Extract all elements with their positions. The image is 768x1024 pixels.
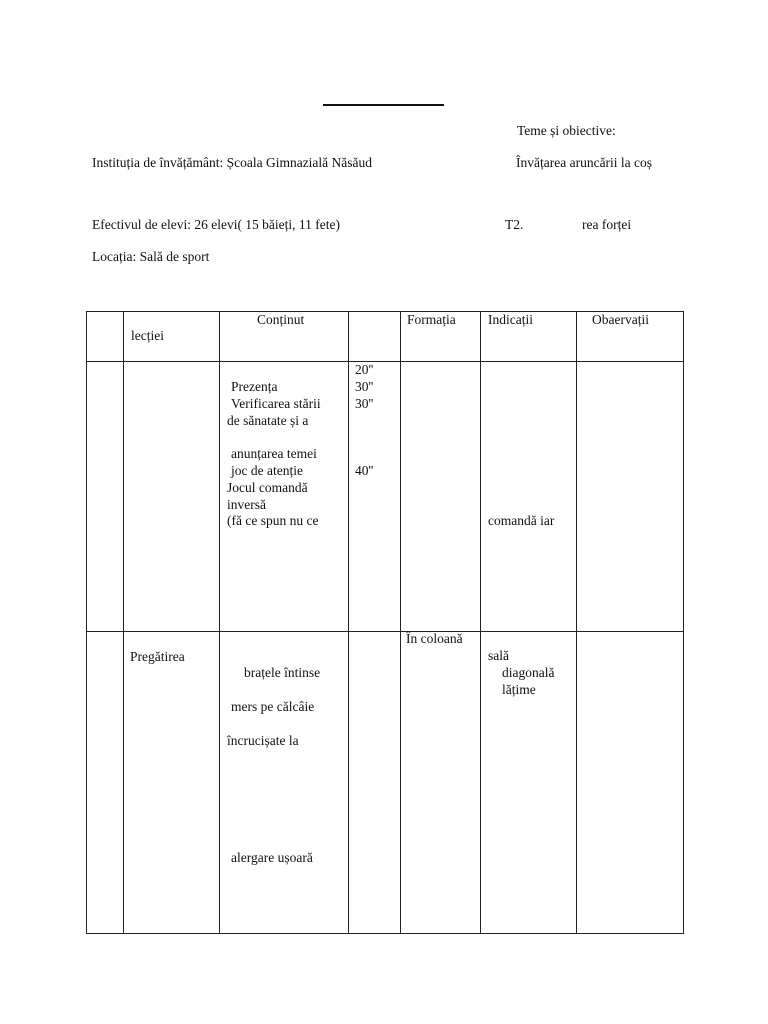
table-border-left (86, 311, 87, 934)
row2-indicatii (488, 648, 554, 698)
table-col-divider (576, 311, 577, 934)
table-row-divider (86, 361, 684, 362)
row2-continut-item: brațele întinse (244, 665, 321, 680)
table-row-divider (86, 631, 684, 632)
header-cell-continut: Conținut (257, 312, 305, 327)
table-col-divider (219, 311, 220, 934)
indicatii-line: sală (488, 648, 509, 663)
continut-line: (fă ce spun nu ce (227, 513, 319, 529)
row2-formatia: În coloană (406, 631, 463, 646)
time-value-joc: 40'' (355, 463, 374, 478)
table-border-right (683, 311, 684, 934)
table-col-divider (400, 311, 401, 934)
institutia-line: Instituția de învățământ: Școala Gimnazială Năsăud (92, 155, 373, 170)
row2-continut-item: mers pe călcâie (231, 699, 315, 714)
row1-indicatii: comandă iar (488, 513, 555, 528)
locatia-line: Locația: Sală de sport (92, 249, 210, 264)
table-border-bottom (86, 933, 684, 934)
header-cell-obaervatii: Obaervații (592, 312, 649, 327)
row1-times (355, 362, 373, 412)
time-value: 20'' (355, 362, 374, 377)
header-cell-indicatii: Indicații (488, 312, 533, 327)
indicatii-line: diagonală (502, 664, 555, 680)
header-cell-lectiei: lecției (131, 328, 164, 343)
row1-continut (227, 379, 321, 530)
continut-line: Prezența (231, 379, 278, 394)
continut-line (227, 429, 321, 446)
continut-line: de sănatate și a (227, 412, 309, 428)
continut-line: Jocul comandă (227, 479, 308, 495)
row2-continut-item: alergare ușoară (231, 850, 313, 865)
tema-2-text: rea forței (582, 217, 632, 232)
time-value: 30'' (355, 378, 374, 394)
teme-obiective-label: Teme și obiective: (517, 123, 616, 138)
row2-etapa: Pregătirea (130, 649, 185, 664)
row2-continut-item: încrucișate la (227, 733, 299, 748)
title-underline (323, 104, 444, 106)
continut-line: anunțarea temei (231, 446, 317, 462)
continut-line: Verificarea stării (231, 395, 321, 411)
table-col-divider (348, 311, 349, 934)
efectivul-line: Efectivul de elevi: 26 elevi( 15 băieți, 11 fete) (92, 217, 341, 232)
table-col-divider (480, 311, 481, 934)
time-value: 30'' (355, 395, 374, 411)
header-cell-formatia: Formația (407, 312, 456, 327)
indicatii-line: lățime (502, 681, 536, 697)
tema-2-number: T2. (505, 217, 524, 232)
table-col-divider (123, 311, 124, 934)
continut-line: joc de atenție (231, 462, 303, 478)
tema-1: Învățarea aruncării la coș (516, 155, 653, 170)
continut-line: inversă (227, 496, 266, 512)
